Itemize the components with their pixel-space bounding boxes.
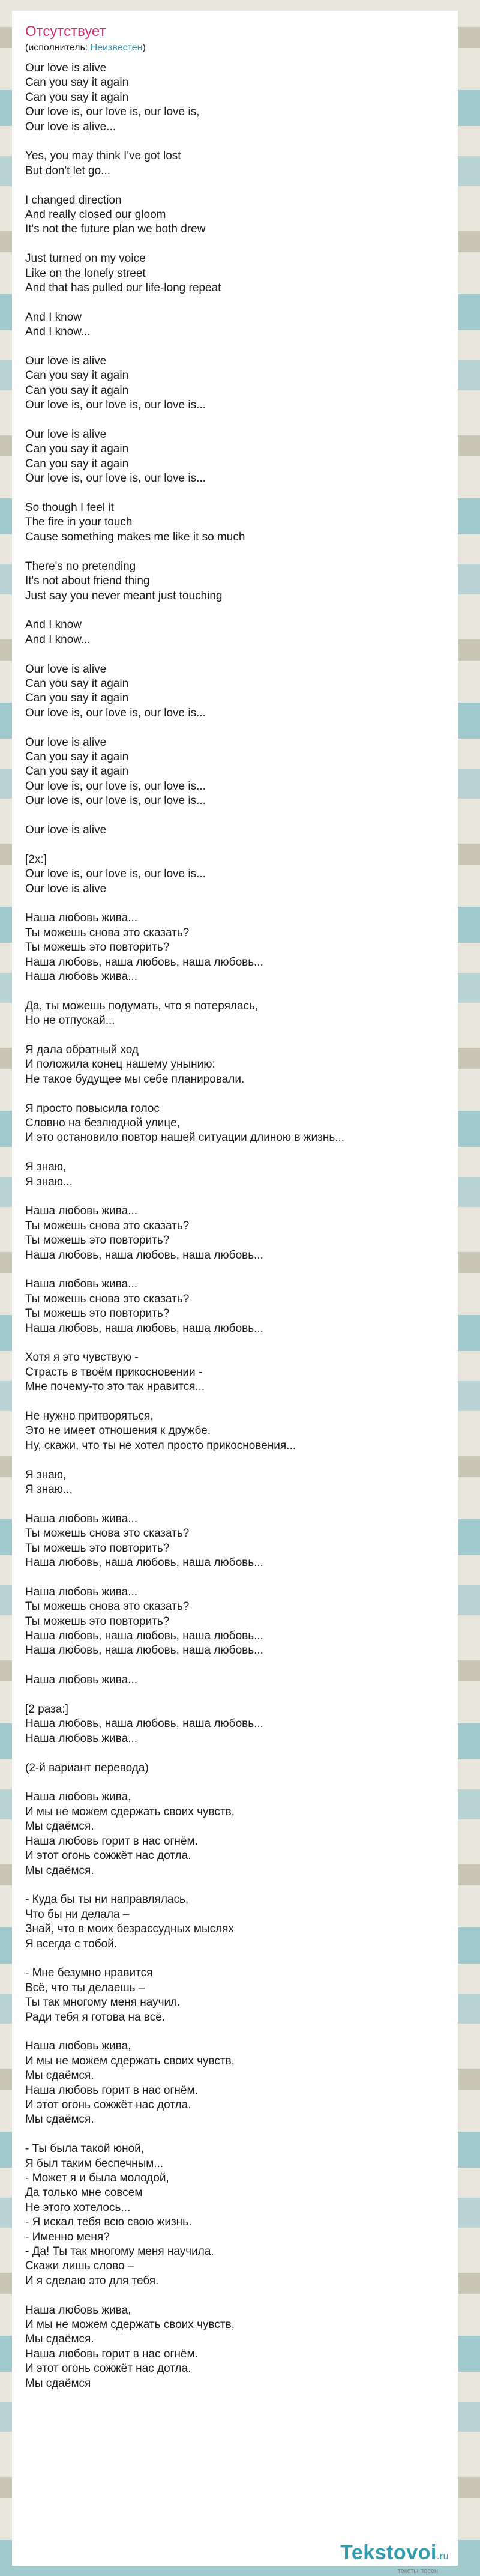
- lyric-line: And I know: [25, 618, 82, 632]
- lyric-line: И я сделаю это для тебя.: [25, 2274, 159, 2287]
- lyric-line: But don't let go...: [25, 164, 110, 177]
- lyric-line: And really closed our gloom: [25, 208, 166, 222]
- stanza: [25, 1512, 445, 1571]
- lyric-line: Our love is, our love is, our love is...: [25, 868, 206, 881]
- song-title: Отсутствует: [25, 23, 106, 40]
- lyric-line: Что бы ни делала –: [25, 1908, 130, 1921]
- lyric-line: - Именно меня?: [25, 2230, 110, 2243]
- lyric-line: Мы сдаёмся.: [25, 1820, 94, 1833]
- lyric-line: Наша любовь, наша любовь, наша любовь...: [25, 955, 263, 969]
- lyric-line: И этот огонь сожжёт нас дотла.: [25, 1849, 191, 1863]
- lyric-line: Страсть в твоём прикосновении -: [25, 1365, 203, 1379]
- lyric-line: Мне почему-то это так нравится...: [25, 1380, 205, 1394]
- lyric-line: Наша любовь, наша любовь, наша любовь...: [25, 1644, 263, 1657]
- lyric-line: Мы сдаёмся.: [25, 1864, 94, 1877]
- lyric-line: Can you say it again: [25, 750, 129, 763]
- stanza: [25, 736, 445, 809]
- lyrics-text: [25, 61, 445, 2391]
- lyric-line: And that has pulled our life-long repeat: [25, 282, 221, 295]
- lyric-line: Our love is alive: [25, 428, 107, 441]
- lyric-line: И этот огонь сожжёт нас дотла.: [25, 2362, 191, 2375]
- logo-tld: .ru: [436, 2551, 449, 2562]
- lyric-line: [2 раза:]: [25, 1703, 68, 1716]
- lyric-line: Ты можешь снова это сказать?: [25, 1600, 190, 1613]
- lyric-line: Ты можешь снова это сказать?: [25, 926, 190, 939]
- lyric-line: Словно на безлюдной улице,: [25, 1116, 180, 1129]
- stanza: [25, 560, 445, 603]
- lyric-line: So though I feel it: [25, 501, 114, 515]
- lyric-line: Cause something makes me like it so much: [25, 530, 245, 543]
- lyric-line: Our love is, our love is, our love is,: [25, 106, 200, 119]
- lyric-line: И положила конец нашему унынию:: [25, 1058, 215, 1071]
- lyric-line: Can you say it again: [25, 765, 129, 778]
- lyric-line: Наша любовь жива...: [25, 1673, 138, 1687]
- lyric-line: Just say you never meant just touching: [25, 589, 223, 602]
- lyric-line: And I know: [25, 310, 82, 324]
- lyric-line: - Мне безумно нравится: [25, 1967, 153, 1980]
- lyric-line: Ты можешь это повторить?: [25, 1234, 170, 1247]
- stanza: [25, 428, 445, 486]
- lyric-line: Can you say it again: [25, 677, 129, 690]
- lyric-line: Ты можешь снова это сказать?: [25, 1219, 190, 1232]
- lyric-line: Мы сдаёмся.: [25, 2069, 94, 2082]
- stanza: [25, 1585, 445, 1658]
- stanza: [25, 1277, 445, 1336]
- lyric-line: There's no pretending: [25, 560, 136, 573]
- lyric-line: Но не отпускай...: [25, 1014, 115, 1027]
- lyric-line: Our love is alive: [25, 736, 107, 749]
- lyric-line: I changed direction: [25, 193, 122, 207]
- lyric-line: The fire in your touch: [25, 516, 133, 529]
- lyric-line: Наша любовь жива...: [25, 1512, 138, 1525]
- stanza: [25, 999, 445, 1029]
- lyric-line: Да, ты можешь подумать, что я потерялась,: [25, 999, 259, 1012]
- lyric-line: Can you say it again: [25, 76, 129, 89]
- stanza: [25, 1043, 445, 1087]
- logo-name: Tekstovoi: [340, 2541, 437, 2564]
- lyric-line: Не этого хотелось...: [25, 2201, 131, 2214]
- stanza: [25, 310, 445, 340]
- logo-tagline: тексты песен: [397, 2568, 438, 2575]
- lyric-line: Всё, что ты делаешь –: [25, 1981, 145, 1994]
- lyrics-page: [12, 11, 458, 2566]
- lyric-line: Ты так многому меня научил.: [25, 1996, 181, 2009]
- stanza: [25, 823, 445, 838]
- lyric-line: Ты можешь снова это сказать?: [25, 1292, 190, 1305]
- lyric-line: Ты можешь снова это сказать?: [25, 1527, 190, 1540]
- stanza: [25, 662, 445, 721]
- lyric-line: And I know...: [25, 633, 91, 646]
- stanza: [25, 853, 445, 896]
- lyric-line: Ну, скажи, что ты не хотел просто прикосновения...: [25, 1439, 296, 1452]
- lyric-line: Our love is alive: [25, 62, 107, 74]
- stanza: [25, 61, 445, 135]
- lyric-line: И мы не можем сдержать своих чувств,: [25, 1805, 235, 1818]
- stanza: [25, 2142, 445, 2288]
- lyric-line: Can you say it again: [25, 443, 129, 456]
- lyric-line: Это не имеет отношения к дружбе.: [25, 1424, 211, 1438]
- lyric-line: Наша любовь горит в нас огнём.: [25, 2347, 198, 2360]
- stanza: [25, 2303, 445, 2391]
- lyric-line: Я был таким беспечным...: [25, 2157, 164, 2170]
- lyric-line: Скажи лишь слово –: [25, 2260, 134, 2273]
- lyric-line: Just turned on my voice: [25, 252, 146, 265]
- stanza: [25, 149, 445, 178]
- stanza: [25, 1761, 445, 1776]
- lyric-line: Мы сдаёмся: [25, 2377, 91, 2390]
- stanza: [25, 1893, 445, 1952]
- lyric-line: Our love is alive: [25, 662, 107, 676]
- lyric-line: И это остановило повтор нашей ситуации длиною в жизнь...: [25, 1131, 345, 1144]
- lyric-line: It's not about friend thing: [25, 575, 150, 588]
- lyric-line: - Ты была такой юной,: [25, 2142, 145, 2156]
- lyric-line: Our love is, our love is, our love is...: [25, 472, 206, 485]
- lyric-line: - Куда бы ты ни направлялась,: [25, 1893, 189, 1906]
- lyric-line: Наша любовь жива...: [25, 1732, 138, 1745]
- lyric-line: Наша любовь, наша любовь, наша любовь...: [25, 1630, 263, 1643]
- lyric-line: Наша любовь жива...: [25, 1585, 138, 1598]
- lyric-line: Our love is alive: [25, 823, 107, 836]
- lyric-line: Наша любовь горит в нас огнём.: [25, 2084, 198, 2097]
- lyric-line: Our love is, our love is, our love is...: [25, 399, 206, 412]
- lyric-line: Я просто повысила голос: [25, 1102, 160, 1115]
- stanza: [25, 354, 445, 413]
- lyric-line: Can you say it again: [25, 91, 129, 104]
- stanza: [25, 1702, 445, 1746]
- lyric-line: Ты можешь это повторить?: [25, 1541, 170, 1555]
- lyric-line: И мы не можем сдержать своих чувств,: [25, 2054, 235, 2067]
- artist-prefix: (исполнитель:: [25, 43, 91, 53]
- stanza: [25, 2039, 445, 2127]
- lyric-line: Ты можешь это повторить?: [25, 941, 170, 954]
- artist-suffix: ): [142, 43, 146, 53]
- lyric-line: Can you say it again: [25, 692, 129, 705]
- lyric-line: Я всегда с тобой.: [25, 1937, 118, 1950]
- lyric-line: Can you say it again: [25, 369, 129, 382]
- stanza: [25, 193, 445, 237]
- lyric-line: Ты можешь это повторить?: [25, 1307, 170, 1320]
- lyric-line: Our love is, our love is, our love is...: [25, 779, 206, 793]
- lyric-line: Our love is alive...: [25, 120, 116, 133]
- lyric-line: Мы сдаёмся.: [25, 2333, 94, 2346]
- lyric-line: Like on the lonely street: [25, 267, 146, 280]
- artist-line: [25, 42, 445, 54]
- lyric-line: Our love is alive: [25, 355, 107, 368]
- lyric-line: Мы сдаёмся.: [25, 2113, 94, 2126]
- stanza: [25, 1160, 445, 1190]
- lyric-line: Да только мне совсем: [25, 2186, 143, 2200]
- lyric-line: Я знаю,: [25, 1468, 67, 1481]
- lyric-line: Can you say it again: [25, 457, 129, 470]
- lyric-line: Наша любовь жива,: [25, 1791, 131, 1804]
- lyric-line: Наша любовь жива...: [25, 912, 138, 925]
- lyric-line: Наша любовь, наша любовь, наша любовь...: [25, 1717, 263, 1731]
- lyric-line: Хотя я это чувствую -: [25, 1351, 139, 1364]
- lyric-line: Наша любовь жива...: [25, 970, 138, 983]
- lyric-line: Наша любовь, наша любовь, наша любовь...: [25, 1248, 263, 1262]
- stanza: [25, 1966, 445, 2025]
- stanza: [25, 1409, 445, 1453]
- lyric-line: Ради тебя я готова на всё.: [25, 2010, 166, 2024]
- lyric-line: [2x:]: [25, 853, 47, 866]
- lyric-line: Наша любовь жива,: [25, 2040, 131, 2053]
- lyric-line: Я знаю,: [25, 1161, 67, 1174]
- lyric-line: Наша любовь жива...: [25, 1205, 138, 1218]
- site-logo[interactable]: [340, 2542, 449, 2568]
- lyric-line: Я дала обратный ход: [25, 1043, 139, 1056]
- stanza: [25, 1790, 445, 1878]
- lyric-line: Я знаю...: [25, 1175, 73, 1188]
- stanza: [25, 1468, 445, 1498]
- lyric-line: - Да! Ты так многому меня научила.: [25, 2245, 214, 2258]
- stanza: [25, 1673, 445, 1687]
- lyric-line: Знай, что в моих безрассудных мыслях: [25, 1923, 234, 1936]
- lyric-line: Не такое будущее мы себе планировали.: [25, 1072, 245, 1086]
- lyric-line: Ты можешь это повторить?: [25, 1615, 170, 1628]
- stanza: [25, 501, 445, 545]
- lyric-line: Our love is alive: [25, 882, 107, 895]
- lyric-line: Наша любовь горит в нас огнём.: [25, 1834, 198, 1848]
- lyric-line: И мы не можем сдержать своих чувств,: [25, 2318, 235, 2332]
- lyric-line: Наша любовь жива...: [25, 1278, 138, 1291]
- lyric-line: И этот огонь сожжёт нас дотла.: [25, 2098, 191, 2111]
- lyric-line: Наша любовь, наша любовь, наша любовь...: [25, 1556, 263, 1570]
- lyric-line: Наша любовь жива,: [25, 2303, 131, 2317]
- lyric-line: Our love is, our love is, our love is...: [25, 794, 206, 808]
- lyric-line: Can you say it again: [25, 384, 129, 397]
- lyric-line: Наша любовь, наша любовь, наша любовь...: [25, 1322, 263, 1335]
- stanza: [25, 1102, 445, 1146]
- stanza: [25, 911, 445, 984]
- lyric-line: Я знаю...: [25, 1483, 73, 1496]
- lyric-line: It's not the future plan we both drew: [25, 223, 206, 236]
- lyric-line: And I know...: [25, 325, 91, 339]
- lyric-line: Не нужно притворяться,: [25, 1410, 154, 1423]
- lyric-line: - Может я и была молодой,: [25, 2171, 169, 2184]
- stanza: [25, 1350, 445, 1394]
- lyric-line: (2-й вариант перевода): [25, 1761, 149, 1774]
- stanza: [25, 252, 445, 295]
- stanza: [25, 1204, 445, 1263]
- lyric-line: - Я искал тебя всю свою жизнь.: [25, 2216, 192, 2229]
- lyric-line: Yes, you may think I've got lost: [25, 150, 181, 163]
- artist-link[interactable]: Неизвестен: [90, 43, 143, 53]
- stanza: [25, 618, 445, 647]
- lyric-line: Our love is, our love is, our love is...: [25, 706, 206, 719]
